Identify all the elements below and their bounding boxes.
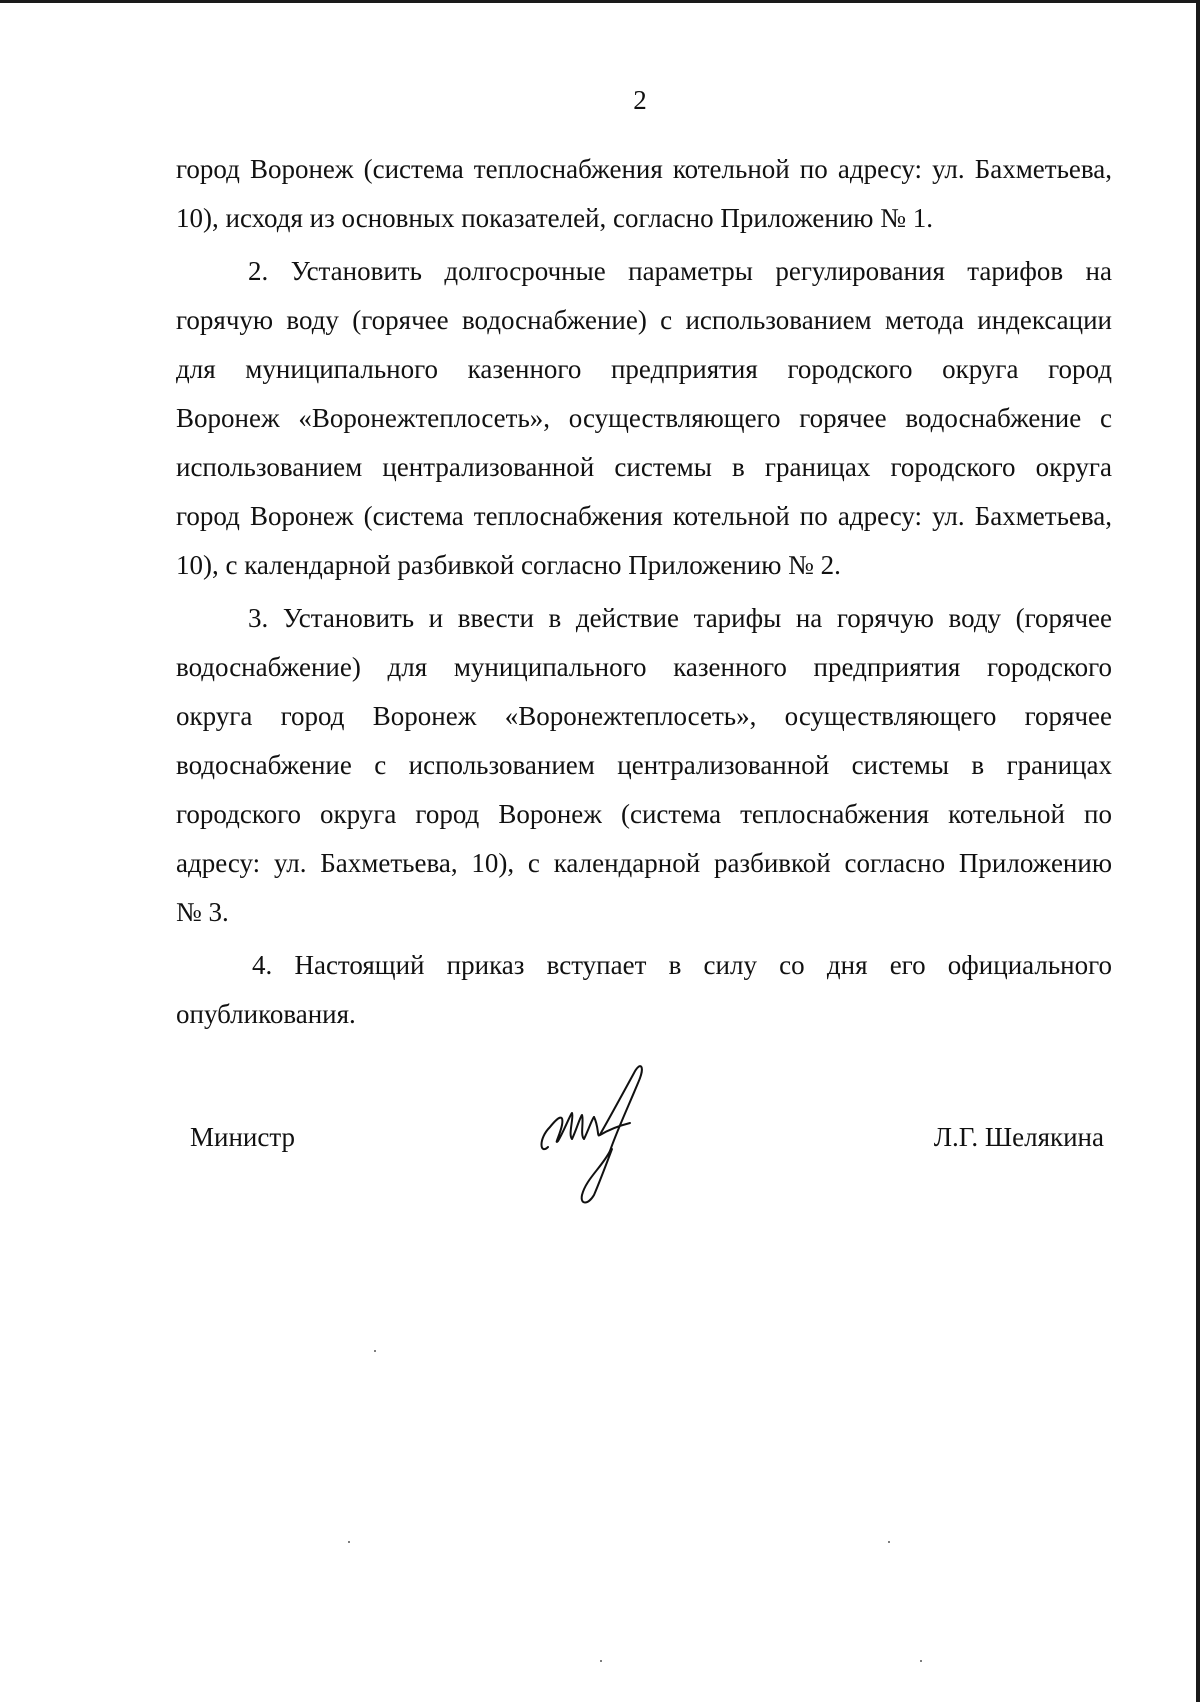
text-line: опубликования. — [176, 999, 356, 1029]
page-number: 2 — [633, 85, 647, 115]
text-line: городского округа город Воронеж (система теплоснабжения котельной по — [176, 799, 1112, 829]
document-body — [176, 145, 1112, 1039]
text-line: № 3. — [176, 897, 229, 927]
text-line: использованием централизованной системы в границах городского округа — [176, 452, 1112, 482]
text-line: город Воронеж (система теплоснабжения котельной по адресу: ул. Бахметьева, — [176, 154, 1112, 184]
text-line: 10), исходя из основных показателей, согласно Приложению № 1. — [176, 203, 933, 233]
text-line: 4. Настоящий приказ вступает в силу со дня его официального — [252, 950, 1112, 980]
text-line: 2. Установить долгосрочные параметры регулирования тарифов на — [248, 256, 1112, 286]
text-line: 10), с календарной разбивкой согласно Приложению № 2. — [176, 550, 841, 580]
signatory-role: Министр — [190, 1122, 295, 1152]
paragraph-4 — [176, 941, 1112, 1039]
paragraph-1 — [176, 145, 1112, 243]
text-line: водоснабжение) для муниципального казенного предприятия городского — [176, 652, 1112, 682]
handwritten-signature — [530, 1055, 680, 1210]
text-line: для муниципального казенного предприятия городского округа город — [176, 354, 1112, 384]
scan-edge-top — [0, 0, 1200, 3]
text-line: водоснабжение с использованием централизованной системы в границах — [176, 750, 1112, 780]
text-line: Воронеж «Воронежтеплосеть», осуществляющего горячее водоснабжение с — [176, 403, 1112, 433]
signatory-name: Л.Г. Шелякина — [933, 1122, 1104, 1152]
text-line: горячую воду (горячее водоснабжение) с использованием метода индексации — [176, 305, 1112, 335]
text-line: город Воронеж (система теплоснабжения котельной по адресу: ул. Бахметьева, — [176, 501, 1112, 531]
scan-speck — [374, 1350, 376, 1352]
scan-speck — [888, 1541, 890, 1543]
paragraph-3 — [176, 594, 1112, 937]
paragraph-2 — [176, 247, 1112, 590]
scan-speck — [920, 1660, 922, 1662]
scan-speck — [348, 1541, 350, 1543]
text-line: адресу: ул. Бахметьева, 10), с календарной разбивкой согласно Приложению — [176, 848, 1112, 878]
text-line: округа город Воронеж «Воронежтеплосеть», осуществляющего горячее — [176, 701, 1112, 731]
text-line: 3. Установить и ввести в действие тарифы на горячую воду (горячее — [248, 603, 1112, 633]
scan-speck — [600, 1660, 602, 1662]
scan-edge-right — [1196, 0, 1200, 1702]
